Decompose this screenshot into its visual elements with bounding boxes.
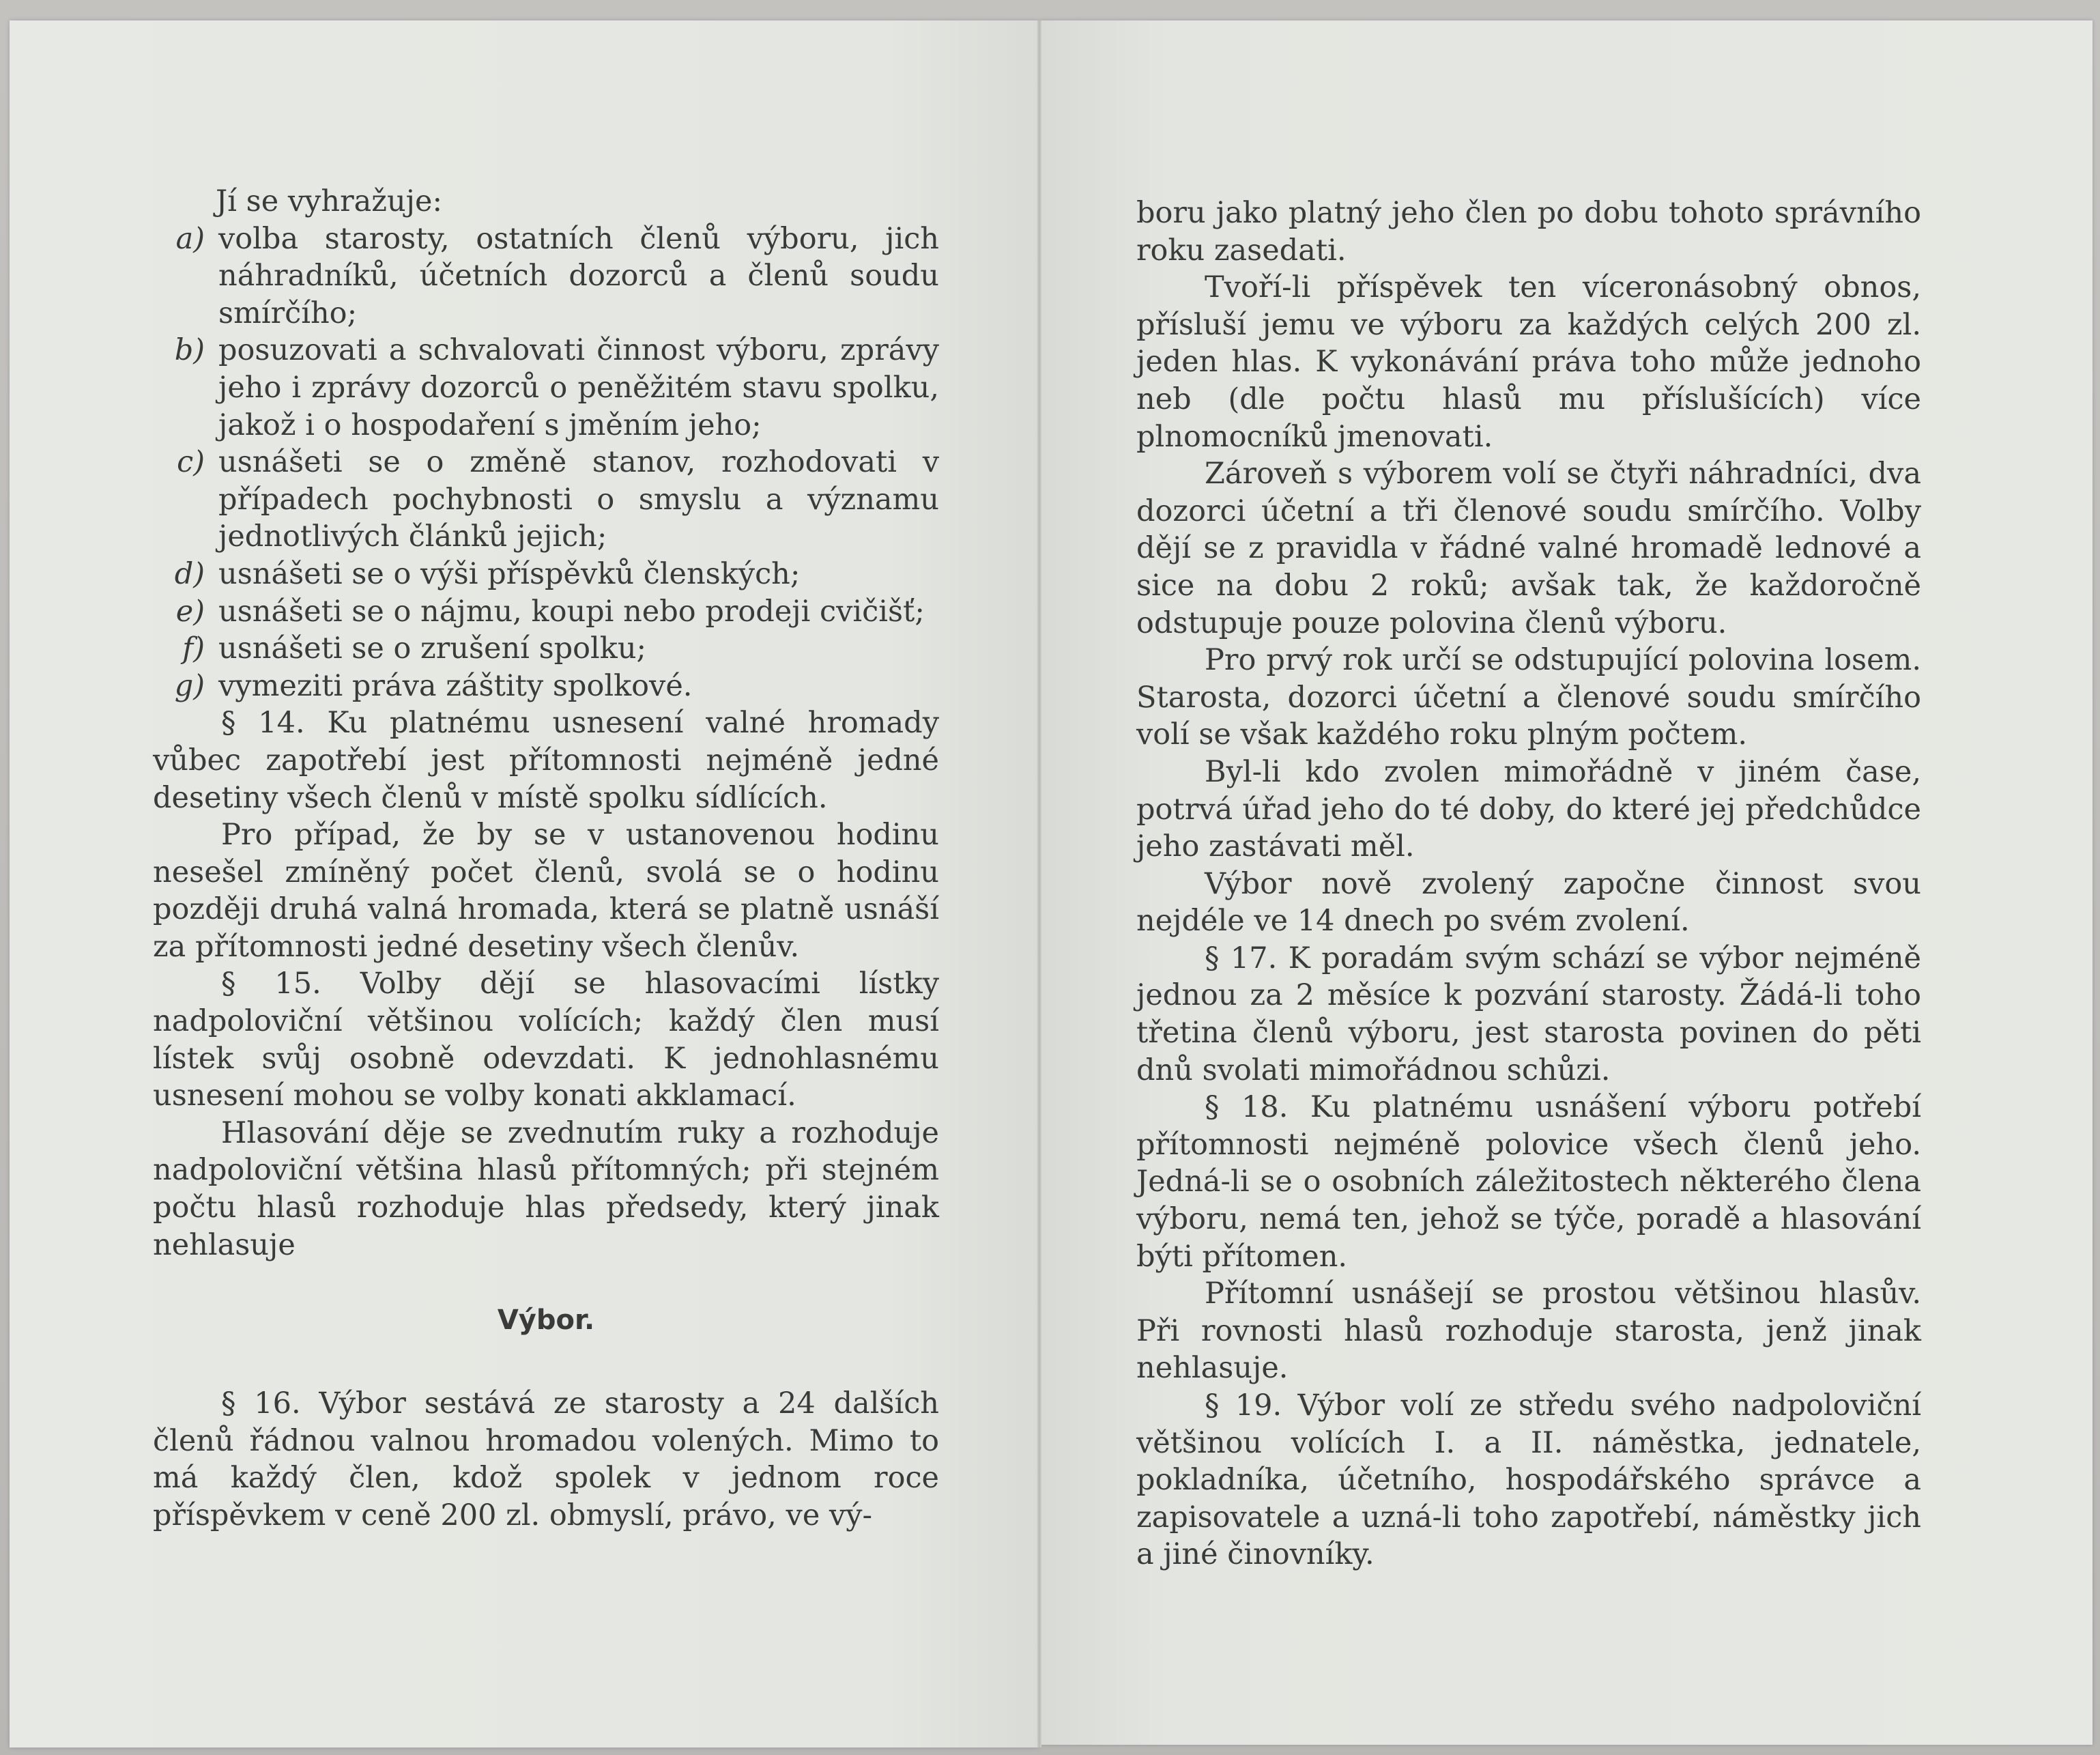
right-page-text bbox=[1136, 195, 1921, 1573]
section-heading: Výbor. bbox=[497, 1304, 595, 1337]
list-marker: c) bbox=[177, 445, 205, 480]
committee-start-paragraph: Výbor nově zvolený započne činnost svou nejdéle ve 14 dnech po svém zvolení. bbox=[1136, 866, 1921, 939]
list-marker: d) bbox=[174, 556, 205, 591]
extraordinary-election-paragraph: Byl-li kdo zvolen mimořádně v jiném čase, potrvá úřad jeho do té doby, do které jej předchůdce jeho zastávati měl. bbox=[1136, 754, 1921, 864]
list-item-text: posuzovati a schvalovati činnost výboru, zprávy jeho i zprávy dozorců o peněžitém stavu spolku, jakož i o hospodaření s jměním jeho; bbox=[218, 333, 939, 442]
continuation-paragraph: boru jako platný jeho člen po dobu tohoto správního roku zasedati. bbox=[1136, 196, 1921, 268]
intro-line: Jí se vyhražuje: bbox=[216, 184, 442, 218]
left-page-text bbox=[153, 183, 939, 1535]
list-marker: g) bbox=[174, 668, 205, 703]
section-17-paragraph: § 17. K poradám svým schází se výbor nejméně jednou za 2 měsíce k pozvání starosty. Žádá-li toho třetina členů výboru, jest starosta povinen do pěti dnů svolati mimořádnou schůzi. bbox=[1136, 941, 1921, 1087]
list-marker: e) bbox=[175, 594, 205, 629]
list-item-d bbox=[153, 556, 939, 593]
section-18-paragraph: § 18. Ku platnému usnášení výboru potřebí přítomnosti nejméně polovice všech členů jeho. Jedná-li se o osobních záležitostech některého člena výboru, nemá ten, jehož se týče, poradě a hlasování býti přítomen. bbox=[1136, 1090, 1921, 1274]
list-item-b bbox=[153, 332, 939, 444]
list-marker: a) bbox=[175, 221, 205, 256]
list-item-a bbox=[153, 220, 939, 332]
list-item-text: usnášeti se o zrušení spolku; bbox=[218, 631, 647, 666]
majority-paragraph: Přítomní usnášejí se prostou většinou hlasův. Při rovnosti hlasů rozhoduje starosta, jenž jinak nehlasuje. bbox=[1136, 1276, 1921, 1386]
section-16-paragraph: § 16. Výbor sestává ze starosty a 24 dalších členů řádnou valnou hromadou volených. Mimo to má každý člen, kdož spolek v jednom roce příspěvkem v ceně 200 zl. obmyslí, právo, ve vý- bbox=[153, 1386, 939, 1532]
list-item-c bbox=[153, 444, 939, 556]
list-item-text: usnášeti se o nájmu, koupi nebo prodeji cvičišť; bbox=[218, 594, 925, 629]
section-19-paragraph: § 19. Výbor volí ze středu svého nadpoloviční většinou volících I. a II. náměstka, jednatele, pokladníka, účetního, hospodářského správce a zapisovatele a uzná-li toho zapotřebí, náměstky jich a jiné činovníky. bbox=[1136, 1388, 1921, 1572]
list-item-text: usnášeti se o změně stanov, rozhodovati v případech pochybnosti o smyslu a významu jednotlivých článků jejich; bbox=[218, 445, 939, 554]
list-item-e bbox=[153, 593, 939, 631]
list-item-text: vymeziti práva záštity spolkové. bbox=[218, 668, 693, 703]
list-item-text: volba starosty, ostatních členů výboru, jich náhradníků, účetních dozorců a členů soudu smírčího; bbox=[218, 221, 939, 330]
quorum-paragraph: Pro případ, že by se v ustanovenou hodinu nesešel zmíněný počet členů, svolá se o hodinu později druhá valná hromada, která se platně usnáší za přítomnosti jedné desetiny všech členův. bbox=[153, 818, 939, 964]
section-14-paragraph: § 14. Ku platnému usnesení valné hromady vůbec zapotřebí jest přítomnosti nejméně jedné desetiny všech členů v místě spolku sídlících. bbox=[153, 706, 939, 815]
list-marker: b) bbox=[174, 333, 205, 368]
list-item-g bbox=[153, 668, 939, 705]
list-marker: f) bbox=[182, 631, 205, 666]
list-item-text: usnášeti se o výši příspěvků členských; bbox=[218, 556, 801, 591]
booklet-spine bbox=[1037, 20, 1041, 1747]
substitutes-paragraph: Zároveň s výborem volí se čtyři náhradníci, dva dozorci účetní a tři členové soudu smírčího. Volby dějí se z pravidla v řádné valné hromadě lednové a sice na dobu 2 roků; avšak tak, že každoročně odstupuje pouze polovina členů výboru. bbox=[1136, 457, 1921, 640]
section-15-paragraph: § 15. Volby dějí se hlasovacími lístky nadpoloviční většinou volících; každý člen musí lístek svůj osobně odevzdati. K jednohlasnému usnesení mohou se volby konati akklamací. bbox=[153, 967, 939, 1113]
first-year-paragraph: Pro prvý rok určí se odstupující polovina losem. Starosta, dozorci účetní a členové soudu smírčího volí se však každého roku plným počtem. bbox=[1136, 643, 1921, 752]
list-item-f bbox=[153, 630, 939, 668]
contribution-paragraph: Tvoří-li příspěvek ten víceronásobný obnos, přísluší jemu ve výboru za každých celých 200 zl. jeden hlas. K vykonávání práva toho může jednoho neb (dle počtu hlasů mu příslušících) více plnomocníků jmenovati. bbox=[1136, 270, 1921, 454]
voting-paragraph: Hlasování děje se zvednutím ruky a rozhoduje nadpoloviční většina hlasů přítomných; při stejném počtu hlasů rozhoduje hlas předsedy, který jinak nehlasuje bbox=[153, 1115, 939, 1262]
